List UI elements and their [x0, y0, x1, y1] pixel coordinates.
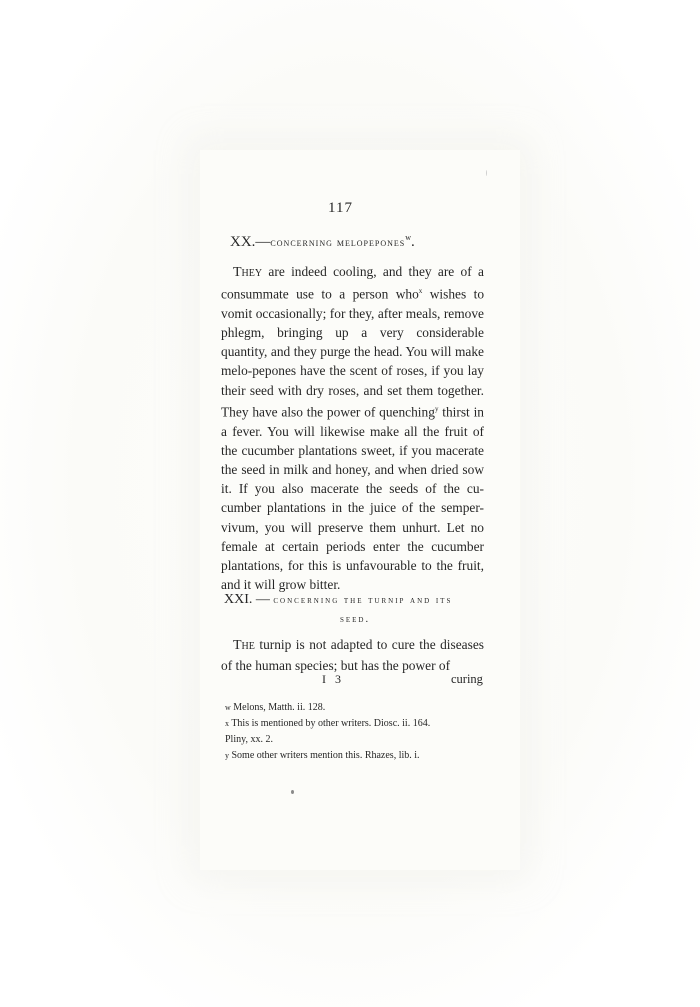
text-line: vomit occasionally; for they, after meals, remove [221, 305, 484, 321]
text-line: and it will grow bitter. [221, 577, 341, 593]
footnote [225, 748, 490, 764]
text-line: wishes to [429, 286, 485, 302]
text-line: it. If you also macerate the seeds of the cu- [221, 481, 484, 497]
page-number: 117 [328, 200, 353, 216]
footnote-mark: w [225, 703, 231, 712]
ink-speck [291, 790, 294, 794]
text-line: cumber plantations in the juice of the semper- [221, 500, 484, 516]
section-heading-xxi [224, 590, 486, 629]
text-line: a consummate use to a person who [221, 264, 484, 302]
footnote [225, 716, 490, 732]
footnote-text: This is mentioned by other writers. Diosc. ii. 164. [231, 718, 431, 729]
text-line: of the human species; but has the power of [221, 657, 451, 673]
section-heading-xx: XX.—concerning melopepones$^w$. [230, 233, 415, 250]
paragraph-turnip [221, 635, 484, 675]
first-word: The [233, 638, 255, 653]
text-line: pepones have the scent of roses, if you lay their [221, 363, 484, 398]
first-word: They [233, 265, 263, 280]
ink-speck [486, 170, 487, 176]
text-line: turnip is not adapted to cure the diseases [259, 637, 484, 652]
text-line: seed with dry roses, and set them together. [249, 382, 484, 398]
footnote-mark: x [225, 719, 229, 728]
note-mark: y [434, 404, 439, 413]
section-title: concerning melopepones [270, 235, 406, 249]
text-line: vivum, you will preserve them unhurt. Let no [221, 519, 484, 535]
note-mark: w [405, 233, 411, 242]
footnotes [225, 700, 490, 764]
text-line: a fever. You will likewise make all the fruit of [221, 423, 484, 439]
footnote-text: Pliny, xx. 2. [225, 734, 273, 745]
text-line: plantations, for this is unfavourable to the fruit, [221, 557, 484, 573]
text-line: thirst in [442, 404, 484, 420]
section-numeral: XX. [230, 234, 256, 250]
footnote-text: Melons, Matth. ii. 128. [233, 702, 326, 713]
text-line: They have also the power of quenching [221, 404, 435, 420]
signature-mark: I 3 [322, 672, 344, 686]
section-dash: — [255, 592, 270, 607]
section-numeral: XXI. [224, 592, 253, 607]
catchword: curing [451, 672, 483, 686]
text-line: the seed in milk and honey, and when dried sow [221, 461, 484, 477]
paragraph-melopepones [221, 262, 484, 594]
footnote-mark: y [225, 751, 229, 760]
text-line: and they purge the head. You will make melo- [221, 344, 484, 379]
section-title: concerning the turnip and its [273, 595, 453, 606]
text-line: are indeed cooling, and they are of [268, 264, 472, 279]
footnote [225, 700, 490, 716]
text-line: female at certain periods enter the cucumber [221, 538, 484, 554]
text-line: the cucumber plantations sweet, if you macerate [221, 442, 484, 458]
text-line: phlegm, bringing up a very considerable quantity, [221, 325, 484, 360]
footnote-text: Some other writers mention this. Rhazes, lib. i. [231, 750, 420, 761]
note-mark: x [418, 287, 423, 296]
footnote [225, 732, 490, 748]
section-dash: — [255, 234, 271, 250]
section-title-line2: seed. [339, 614, 371, 625]
